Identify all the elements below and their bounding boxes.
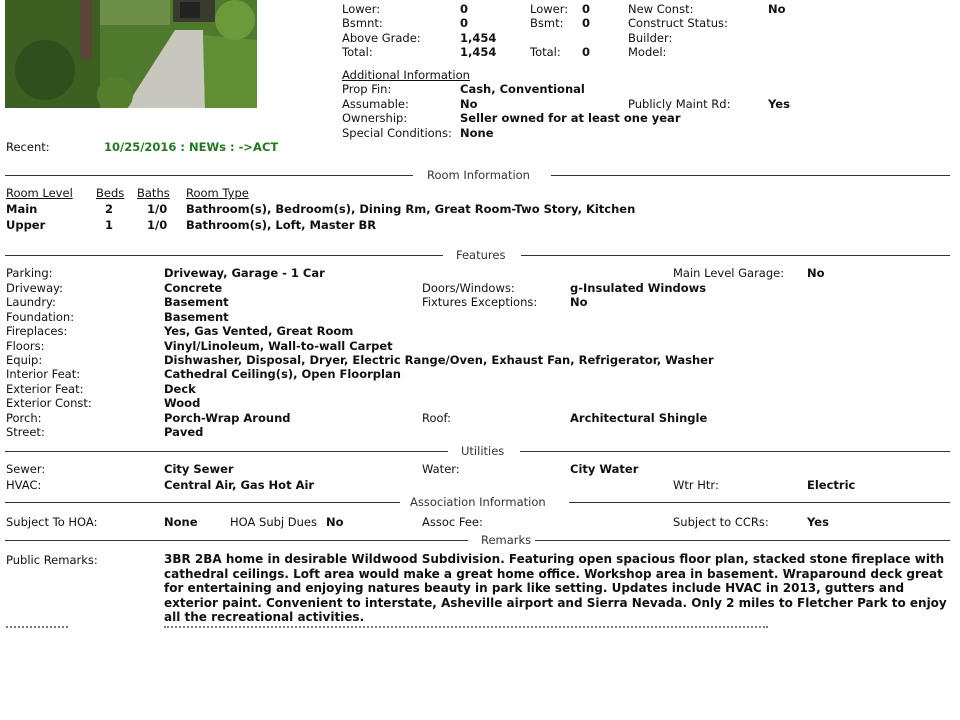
utilities-title: Utilities: [461, 444, 505, 458]
doors-windows-value: g-Insulated Windows: [570, 281, 707, 295]
assumable-label: Assumable:: [342, 97, 409, 111]
subject-to-hoa-label: Subject To HOA:: [6, 515, 98, 529]
water-value: City Water: [570, 462, 639, 476]
interior-feat-value: Cathedral Ceiling(s), Open Floorplan: [164, 367, 401, 381]
room-level-header: Room Level: [6, 186, 73, 200]
subject-to-ccrs-label: Subject to CCRs:: [673, 515, 769, 529]
prop-fin-value: Cash, Conventional: [460, 82, 585, 96]
floors-label: Floors:: [6, 339, 45, 353]
prop-fin-label: Prop Fin:: [342, 82, 392, 96]
room-row-type: Bathroom(s), Bedroom(s), Dining Rm, Great Room-Two Story, Kitchen: [186, 202, 636, 216]
foundation-value: Basement: [164, 310, 229, 324]
exterior-const-label: Exterior Const:: [6, 396, 92, 410]
utilities-section-divider: [5, 444, 950, 458]
laundry-value: Basement: [164, 295, 229, 309]
above-grade-value: 1,454: [460, 31, 497, 45]
fireplaces-value: Yes, Gas Vented, Great Room: [164, 324, 354, 338]
room-row-level: Main: [6, 202, 38, 216]
builder-label: Builder:: [628, 31, 673, 45]
total-value: 1,454: [460, 45, 497, 59]
fireplaces-label: Fireplaces:: [6, 324, 68, 338]
remarks-title: Remarks: [481, 533, 532, 547]
floors-value: Vinyl/Linoleum, Wall-to-wall Carpet: [164, 339, 393, 353]
above-grade-label: Above Grade:: [342, 31, 421, 45]
interior-feat-label: Interior Feat:: [6, 367, 81, 381]
beds-header: Beds: [96, 186, 125, 200]
roof-value: Architectural Shingle: [570, 411, 708, 425]
special-conditions-value: None: [460, 126, 494, 140]
total2-value: 0: [582, 45, 591, 59]
lower-value: 0: [460, 2, 469, 16]
water-label: Water:: [422, 462, 460, 476]
room-row-beds: 1: [105, 218, 114, 232]
hoa-subj-dues-label: HOA Subj Dues: [230, 515, 317, 529]
lower2-label: Lower:: [530, 2, 569, 16]
special-conditions-label: Special Conditions:: [342, 126, 452, 140]
association-section-divider: [5, 495, 950, 509]
total2-label: Total:: [530, 45, 561, 59]
fixtures-exceptions-label: Fixtures Exceptions:: [422, 295, 538, 309]
doors-windows-label: Doors/Windows:: [422, 281, 515, 295]
parking-label: Parking:: [6, 266, 53, 280]
room-info-title: Room Information: [427, 168, 530, 182]
assumable-value: No: [460, 97, 478, 111]
equip-value: Dishwasher, Disposal, Dryer, Electric Range/Oven, Exhaust Fan, Refrigerator, Washer: [164, 353, 714, 367]
water-heater-value: Electric: [807, 478, 856, 492]
property-photo: [5, 0, 257, 108]
exterior-const-value: Wood: [164, 396, 201, 410]
laundry-label: Laundry:: [6, 295, 56, 309]
recent-value: 10/25/2016 : NEWs : ->ACT: [104, 140, 279, 154]
remarks-section-divider: [5, 533, 950, 547]
public-remarks-value: 3BR 2BA home in desirable Wildwood Subdivision. Featuring open spacious floor plan, stacked stone fireplace with cathedral ceilings. Loft area would make a great home office. Workshop area in basement. Wraparound deck great for entertaining and enjoying natures beauty in park like setting. Updates include HVAC in 2013, gutters and exterior paint. Convenient to interstate, Asheville airport and Sierra Nevada. Only 2 miles to Fletcher Park to enjoy all the recreational activities.: [164, 552, 947, 624]
exterior-feat-label: Exterior Feat:: [6, 382, 84, 396]
subject-to-ccrs-value: Yes: [807, 515, 829, 529]
room-row-level: Upper: [6, 218, 46, 232]
bsmnt2-value: 0: [582, 16, 591, 30]
ownership-value: Seller owned for at least one year: [460, 111, 681, 125]
public-remarks-label: Public Remarks:: [6, 553, 98, 567]
recent-label: Recent:: [6, 140, 50, 154]
room-info-section-divider: [5, 168, 950, 182]
hvac-value: Central Air, Gas Hot Air: [164, 478, 315, 492]
features-title: Features: [456, 248, 506, 262]
publicly-maint-value: Yes: [768, 97, 790, 111]
sewer-value: City Sewer: [164, 462, 234, 476]
cutoff-text-fragment: [164, 626, 768, 633]
bsmnt-value: 0: [460, 16, 469, 30]
bsmnt2-label: Bsmt:: [530, 16, 564, 30]
lower-label: Lower:: [342, 2, 381, 16]
foundation-label: Foundation:: [6, 310, 75, 324]
assoc-fee-label: Assoc Fee:: [422, 515, 483, 529]
room-row-baths: 1/0: [147, 202, 168, 216]
driveway-value: Concrete: [164, 281, 223, 295]
sewer-label: Sewer:: [6, 462, 46, 476]
publicly-maint-label: Publicly Maint Rd:: [628, 97, 731, 111]
room-row-beds: 2: [105, 202, 114, 216]
ownership-label: Ownership:: [342, 111, 408, 125]
porch-label: Porch:: [6, 411, 42, 425]
fixtures-exceptions-value: No: [570, 295, 588, 309]
water-heater-label: Wtr Htr:: [673, 478, 719, 492]
model-label: Model:: [628, 45, 667, 59]
cutoff-text-fragment: [6, 626, 68, 633]
hvac-label: HVAC:: [6, 478, 42, 492]
total-label: Total:: [342, 45, 373, 59]
lower2-value: 0: [582, 2, 591, 16]
porch-value: Porch-Wrap Around: [164, 411, 291, 425]
driveway-label: Driveway:: [6, 281, 63, 295]
room-row-type: Bathroom(s), Loft, Master BR: [186, 218, 377, 232]
main-level-garage-label: Main Level Garage:: [673, 266, 785, 280]
association-title: Association Information: [410, 495, 546, 509]
additional-info-heading: Additional Information: [342, 68, 470, 82]
bsmnt-label: Bsmnt:: [342, 16, 383, 30]
features-section-divider: [5, 248, 950, 262]
exterior-feat-value: Deck: [164, 382, 196, 396]
equip-label: Equip:: [6, 353, 43, 367]
parking-value: Driveway, Garage - 1 Car: [164, 266, 325, 280]
room-row-baths: 1/0: [147, 218, 168, 232]
main-level-garage-value: No: [807, 266, 825, 280]
street-value: Paved: [164, 425, 204, 439]
newconst-value: No: [768, 2, 786, 16]
roof-label: Roof:: [422, 411, 452, 425]
hoa-subj-dues-value: No: [326, 515, 344, 529]
street-label: Street:: [6, 425, 45, 439]
baths-header: Baths: [137, 186, 170, 200]
room-type-header: Room Type: [186, 186, 249, 200]
subject-to-hoa-value: None: [164, 515, 198, 529]
newconst-label: New Const:: [628, 2, 694, 16]
construct-status-label: Construct Status:: [628, 16, 728, 30]
